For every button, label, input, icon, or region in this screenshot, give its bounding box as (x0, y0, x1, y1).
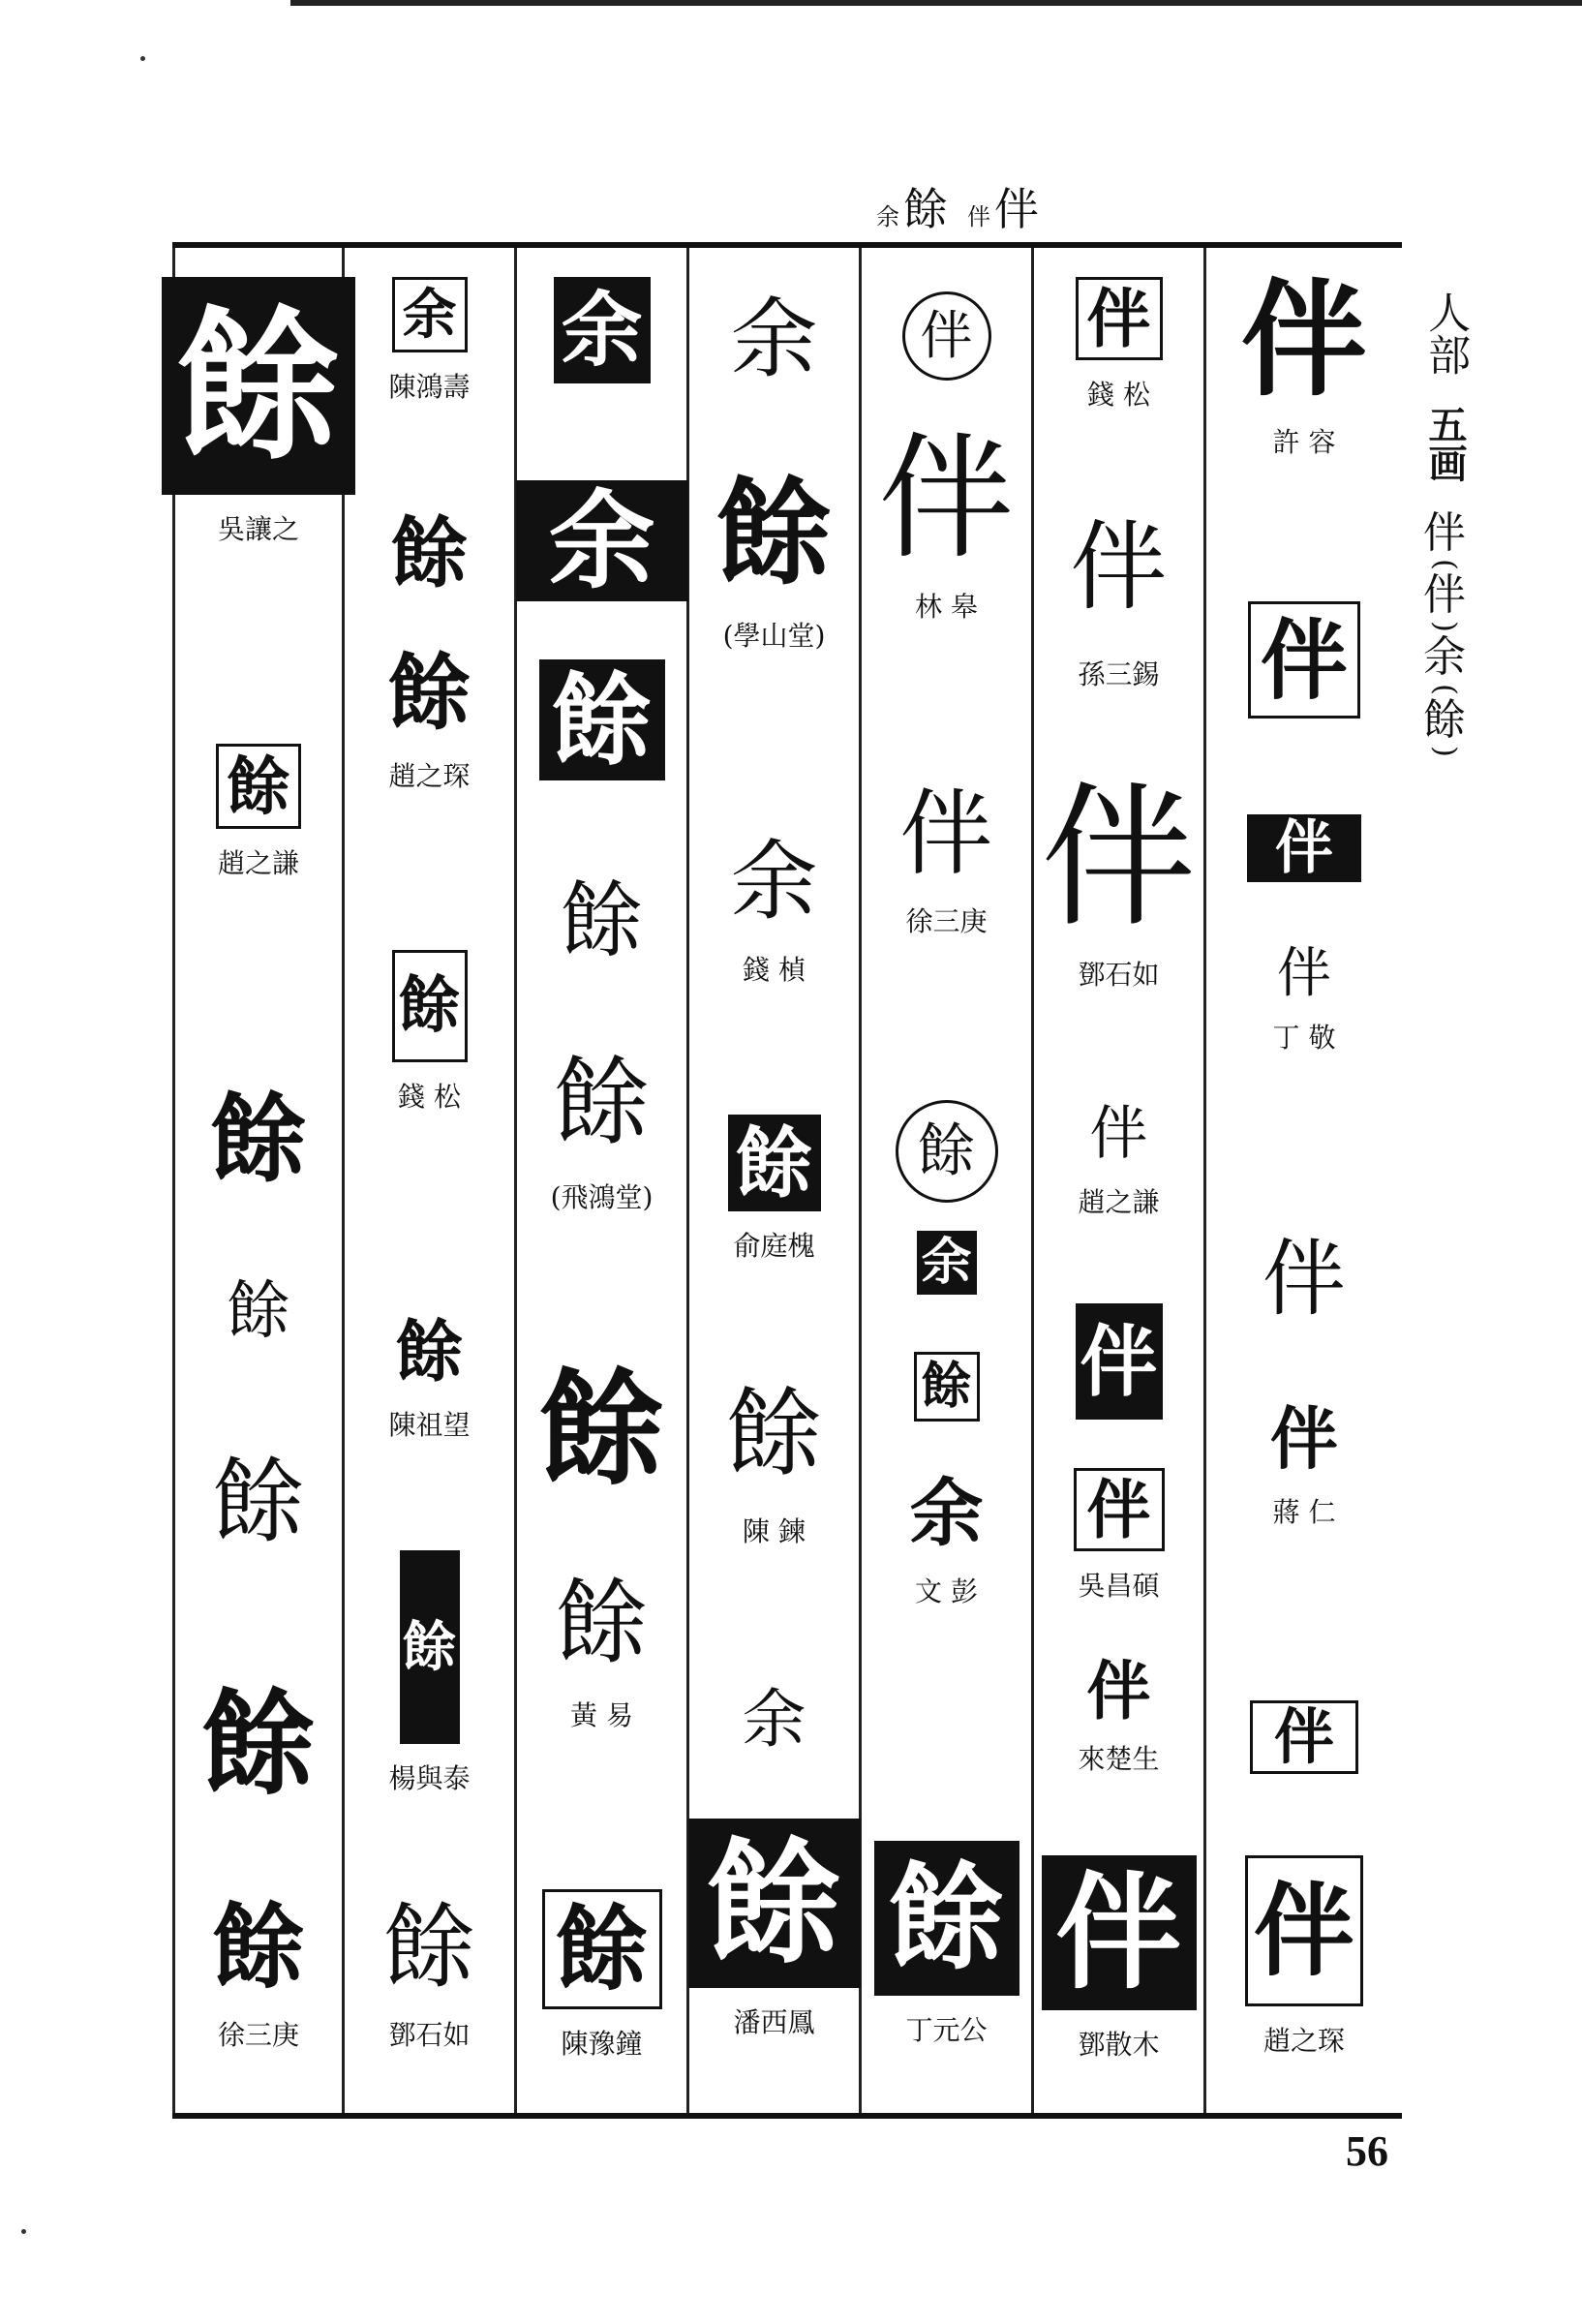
seal-glyph: 餘 (538, 1355, 665, 1503)
seal-glyph: 伴 (1277, 942, 1331, 1005)
seal-glyph: 伴 (1248, 601, 1360, 719)
seal-glyph: 餘 (553, 1045, 651, 1159)
column-3 (517, 248, 689, 2113)
carver-name: 文 彭 (915, 1575, 978, 1607)
seal-glyph: 伴 (899, 780, 993, 888)
carver-name: (學山堂) (722, 620, 826, 652)
seal-glyph: 餘 (896, 1100, 998, 1203)
carver-name: 徐三庚 (217, 2019, 299, 2051)
carver-name: (飛鴻堂) (550, 1181, 654, 1213)
carver-name: 徐三庚 (905, 905, 988, 937)
carver-name: 黃 易 (570, 1699, 633, 1731)
sidebar-char: 余 (1423, 632, 1466, 683)
seal-glyph: 餘 (542, 1889, 662, 2009)
seal-glyph: 伴 (1076, 277, 1163, 360)
column-5 (862, 248, 1034, 2113)
seal-glyph: 余 (742, 1682, 806, 1757)
seal-glyph: 餘 (914, 1352, 980, 1422)
header-small-2: 伴 (967, 203, 990, 230)
carver-name: 來楚生 (1078, 1743, 1160, 1775)
seal-glyph: 伴 (902, 291, 991, 381)
carver-name: 許 容 (1272, 426, 1336, 458)
seal-glyph: 餘 (227, 1273, 290, 1348)
column-4 (689, 248, 862, 2113)
seal-glyph: 餘 (210, 1082, 307, 1196)
seal-glyph: 餘 (382, 1893, 476, 2002)
carver-name: 吳讓之 (217, 513, 299, 545)
seal-glyph: 伴 (1247, 814, 1361, 882)
carver-name: 孫三錫 (1078, 658, 1160, 690)
carver-name: 趙之謙 (1078, 1186, 1160, 1218)
carver-name: 鄧石如 (1078, 959, 1160, 991)
seal-glyph: 伴 (1263, 1231, 1346, 1328)
seal-glyph: 餘 (400, 1550, 460, 1744)
seal-glyph: 伴 (1074, 1468, 1165, 1551)
sidebar-char: 伴 (1423, 508, 1466, 558)
top-rule (290, 0, 1582, 6)
carver-name: 林 皋 (915, 591, 978, 623)
seal-glyph: 伴 (1070, 510, 1168, 624)
carver-name: 錢 松 (1087, 379, 1150, 411)
seal-glyph: 餘 (715, 465, 833, 601)
column-2 (345, 248, 517, 2113)
radical-label: 人部 (1420, 290, 1471, 376)
seal-glyph: 餘 (874, 1841, 1019, 1996)
seal-glyph: 餘 (390, 507, 469, 598)
seal-glyph: 余 (730, 831, 818, 933)
seal-glyph: 餘 (216, 744, 301, 829)
seal-glyph: 余 (917, 1231, 977, 1295)
stroke-count-label: 五画 (1422, 405, 1468, 482)
seal-glyph: 餘 (200, 1676, 316, 1811)
carver-name: 錢 松 (398, 1081, 461, 1113)
header-large-1: 餘 (903, 183, 950, 235)
seal-glyph: 餘 (560, 872, 644, 969)
section-sidebar (1415, 290, 1474, 760)
seal-glyph: 余 (909, 1470, 984, 1556)
carver-name: 趙之謙 (217, 847, 299, 879)
sidebar-paren: ( (1428, 683, 1462, 695)
speck (140, 56, 145, 61)
carver-name: 楊與泰 (388, 1762, 471, 1794)
carver-name: 陳 鍊 (743, 1515, 806, 1547)
seal-table (172, 242, 1402, 2119)
column-7 (1206, 248, 1402, 2113)
seal-glyph: 伴 (1041, 767, 1197, 948)
seal-glyph: 伴 (1250, 1700, 1358, 1774)
column-1 (172, 248, 345, 2113)
page-header (876, 174, 1041, 235)
column-6 (1034, 248, 1206, 2113)
seal-glyph: 餘 (392, 950, 468, 1062)
carver-name: 丁元公 (905, 2014, 988, 2046)
seal-glyph: 伴 (1089, 1100, 1148, 1168)
seal-glyph: 伴 (1042, 1855, 1197, 2010)
page-number: 56 (1346, 2127, 1388, 2175)
carver-name: 丁 敬 (1272, 1022, 1336, 1054)
seal-glyph: 余 (554, 277, 651, 383)
sidebar-char: 伴 (1423, 570, 1466, 621)
seal-glyph: 伴 (1240, 265, 1367, 413)
sidebar-paren: ) (1428, 745, 1462, 757)
seal-glyph: 伴 (1086, 1653, 1151, 1728)
seal-glyph: 餘 (539, 659, 665, 780)
speck (21, 2229, 26, 2234)
carver-name: 趙之琛 (388, 760, 471, 792)
seal-glyph: 餘 (162, 277, 355, 495)
seal-glyph: 余 (516, 480, 688, 601)
header-small-1: 余 (876, 203, 899, 230)
seal-glyph: 伴 (878, 420, 1015, 578)
sidebar-char: 餘 (1423, 694, 1466, 745)
carver-name: 潘西鳳 (733, 2006, 815, 2038)
carver-name: 鄧石如 (388, 2019, 471, 2051)
carver-name: 俞庭槐 (733, 1230, 815, 1262)
seal-glyph: 伴 (1076, 1303, 1163, 1420)
seal-glyph: 伴 (1270, 1398, 1338, 1479)
seal-glyph: 餘 (728, 1115, 821, 1211)
seal-glyph: 餘 (555, 1569, 649, 1677)
entry-characters (1423, 508, 1466, 760)
seal-glyph: 餘 (212, 1448, 305, 1556)
carver-name: 鄧散木 (1078, 2029, 1160, 2061)
seal-glyph: 餘 (725, 1377, 823, 1490)
carver-name: 陳豫鐘 (561, 2028, 643, 2060)
seal-glyph: 餘 (387, 644, 472, 742)
seal-glyph: 余 (730, 289, 818, 390)
sidebar-paren: ) (1428, 621, 1462, 633)
carver-name: 吳昌碩 (1078, 1570, 1160, 1602)
carver-name: 錢 楨 (743, 954, 806, 986)
header-large-2: 伴 (994, 183, 1041, 235)
sidebar-paren: ( (1428, 559, 1462, 571)
carver-name: 趙之琛 (1263, 2025, 1345, 2057)
seal-glyph: 餘 (395, 1311, 464, 1391)
carver-name: 陳鴻壽 (388, 371, 471, 403)
seal-glyph: 余 (392, 277, 468, 352)
carver-name: 蔣 仁 (1272, 1496, 1336, 1528)
carver-name: 陳祖望 (388, 1409, 471, 1441)
seal-glyph: 伴 (1245, 1855, 1363, 2006)
seal-glyph: 餘 (212, 1892, 305, 2002)
seal-glyph: 餘 (688, 1819, 861, 1988)
